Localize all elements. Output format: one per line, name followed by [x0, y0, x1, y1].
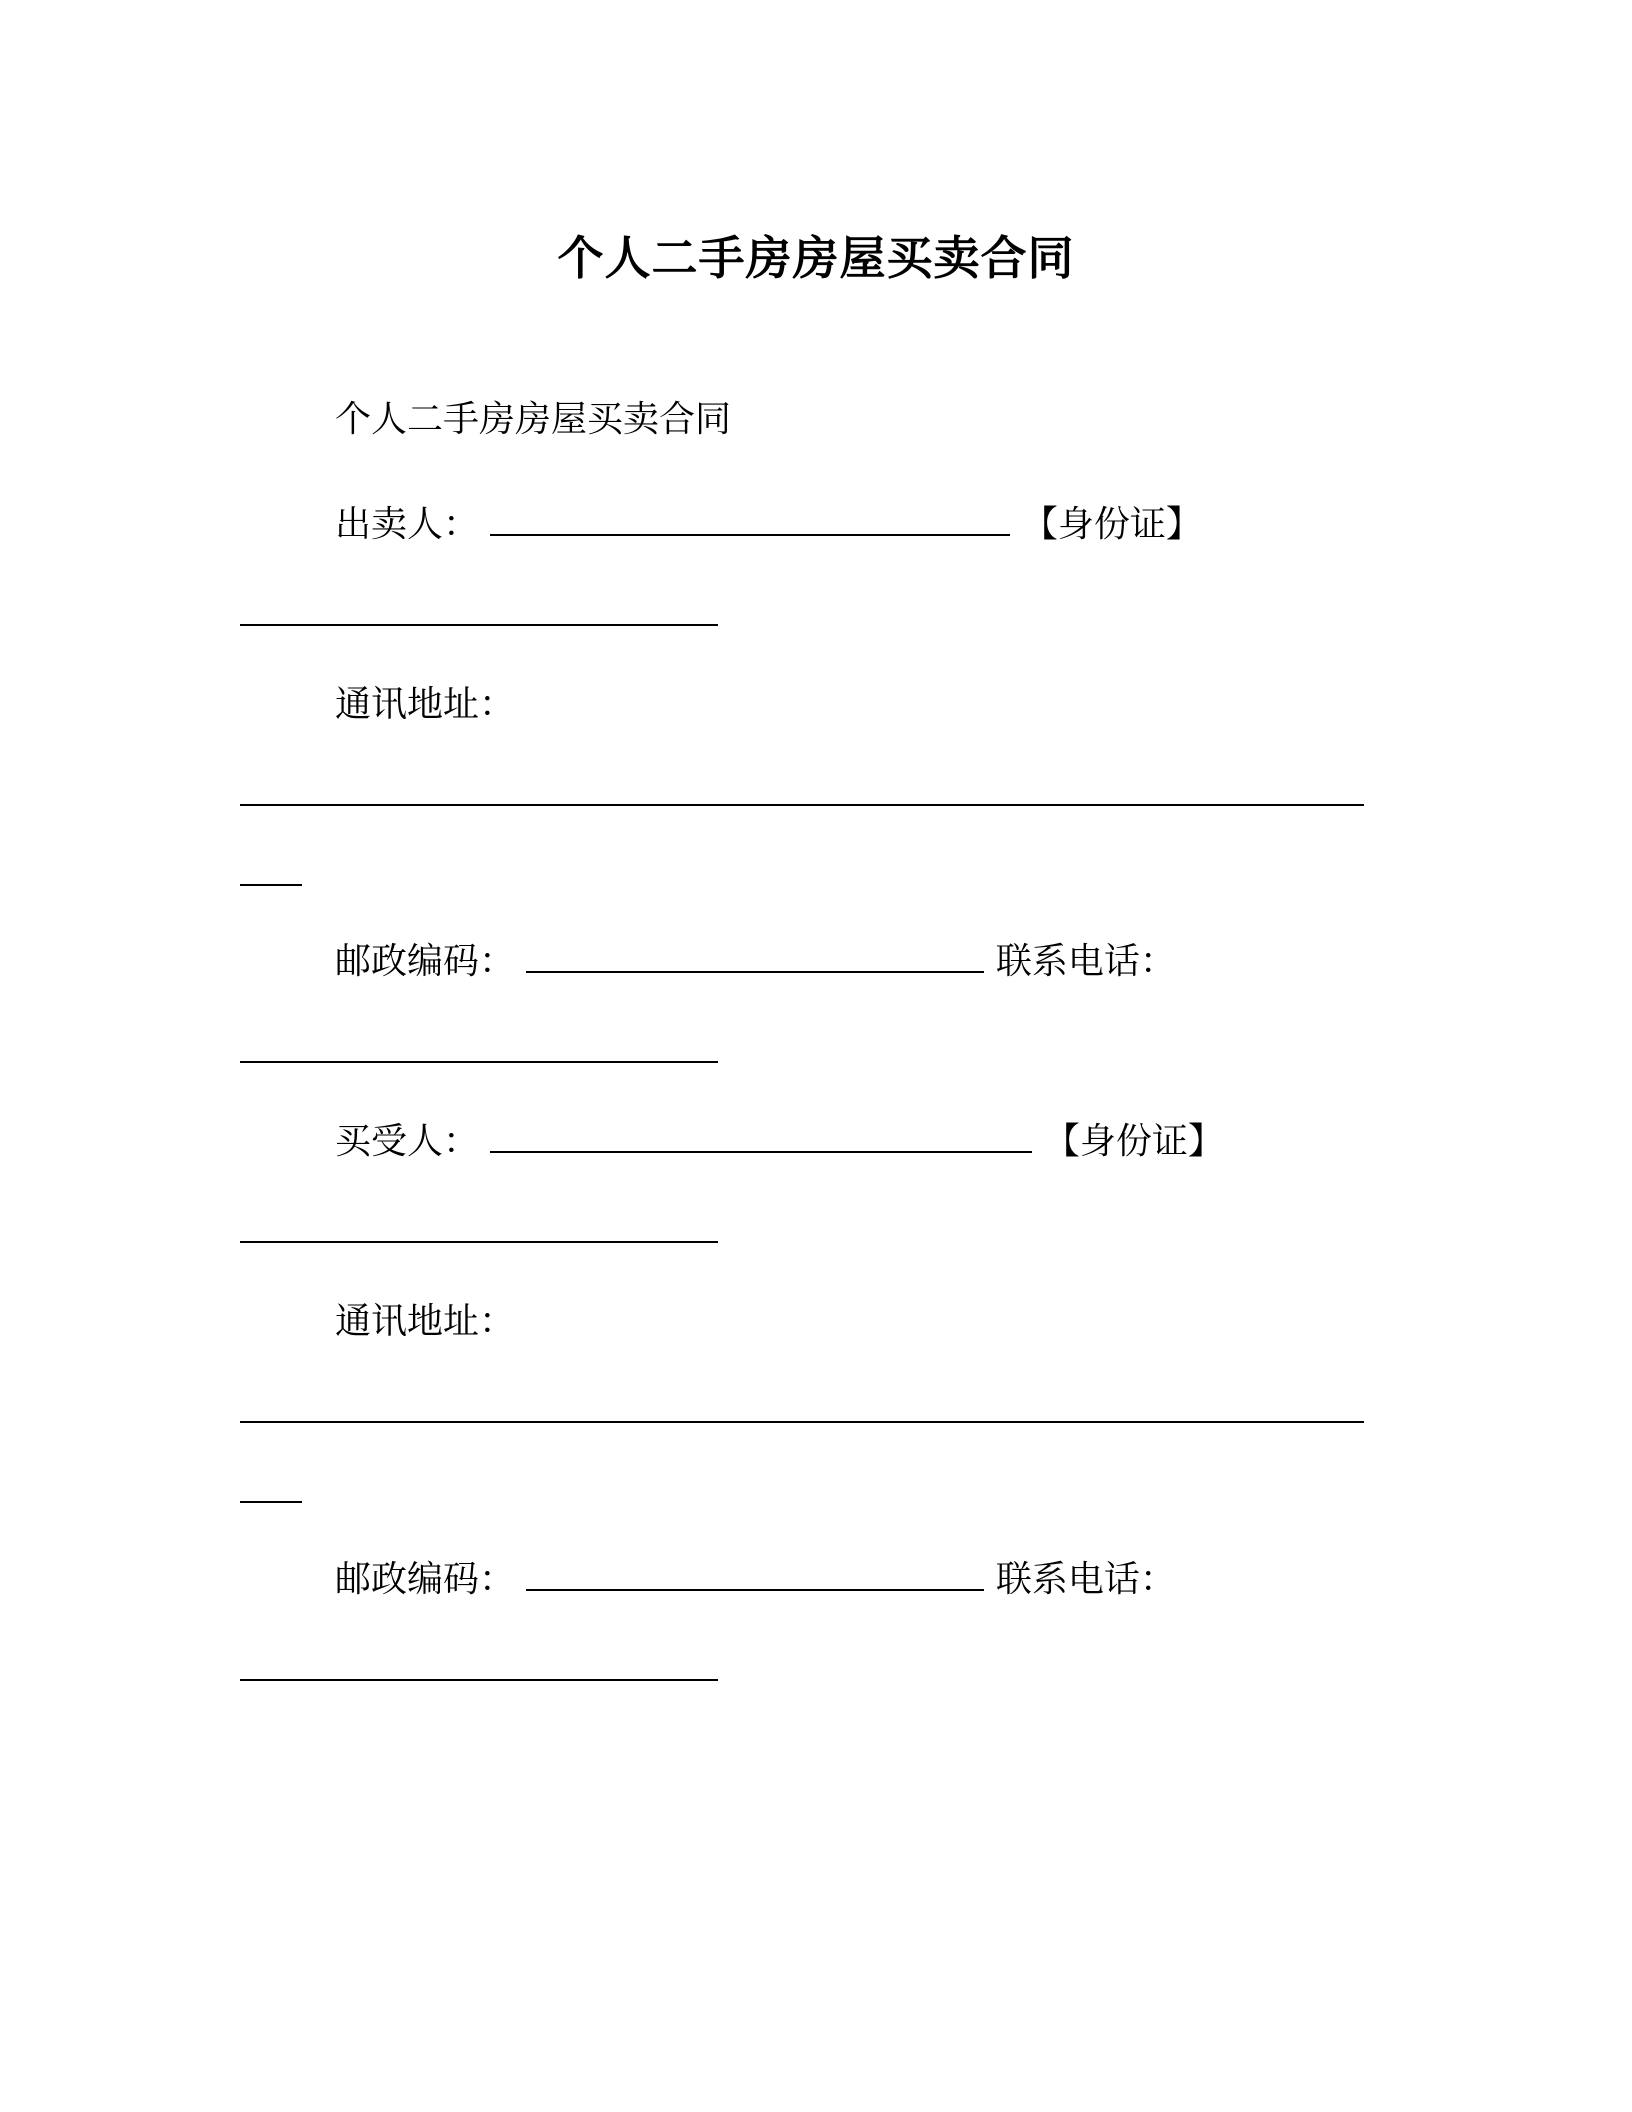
buyer-phone-label: 联系电话：: [995, 1559, 1176, 1600]
buyer-address-row-2: [240, 1467, 302, 1517]
buyer-address-blank[interactable]: [240, 1387, 1364, 1423]
seller-address-row-2: [240, 850, 302, 900]
document-subtitle: 个人二手房房屋买卖合同: [335, 399, 732, 440]
buyer-label: 买受人：: [335, 1121, 480, 1162]
seller-address-row: [240, 770, 1364, 820]
buyer-id-blank[interactable]: [240, 1207, 718, 1243]
seller-postal-blank[interactable]: [526, 937, 984, 973]
buyer-address-blank-continued[interactable]: [240, 1467, 302, 1503]
seller-id-row: [240, 590, 718, 640]
seller-address-blank[interactable]: [240, 770, 1364, 806]
seller-name-blank[interactable]: [490, 500, 1010, 536]
seller-address-blank-continued[interactable]: [240, 850, 302, 886]
seller-id-label: 【身份证】: [1021, 504, 1202, 545]
buyer-phone-blank[interactable]: [240, 1645, 718, 1681]
buyer-name-blank[interactable]: [490, 1117, 1032, 1153]
buyer-address-row: [240, 1387, 1364, 1437]
buyer-address-label: 通讯地址：: [335, 1301, 516, 1342]
buyer-row: [335, 1117, 1224, 1167]
seller-address-label: 通讯地址：: [335, 684, 516, 725]
buyer-id-row: [240, 1207, 718, 1257]
seller-label: 出卖人：: [335, 504, 480, 545]
seller-id-blank[interactable]: [240, 590, 718, 626]
seller-row: [335, 500, 1202, 550]
buyer-postal-blank[interactable]: [526, 1555, 984, 1591]
seller-phone-blank[interactable]: [240, 1027, 718, 1063]
seller-postal-label: 邮政编码：: [335, 941, 516, 982]
seller-phone-label: 联系电话：: [995, 941, 1176, 982]
buyer-id-label: 【身份证】: [1043, 1121, 1224, 1162]
seller-postal-row: [335, 937, 1176, 987]
seller-phone-row: [240, 1027, 718, 1077]
document-title: 个人二手房房屋买卖合同: [557, 231, 1075, 285]
buyer-postal-row: [335, 1555, 1176, 1605]
buyer-phone-row: [240, 1645, 718, 1695]
buyer-postal-label: 邮政编码：: [335, 1559, 516, 1600]
